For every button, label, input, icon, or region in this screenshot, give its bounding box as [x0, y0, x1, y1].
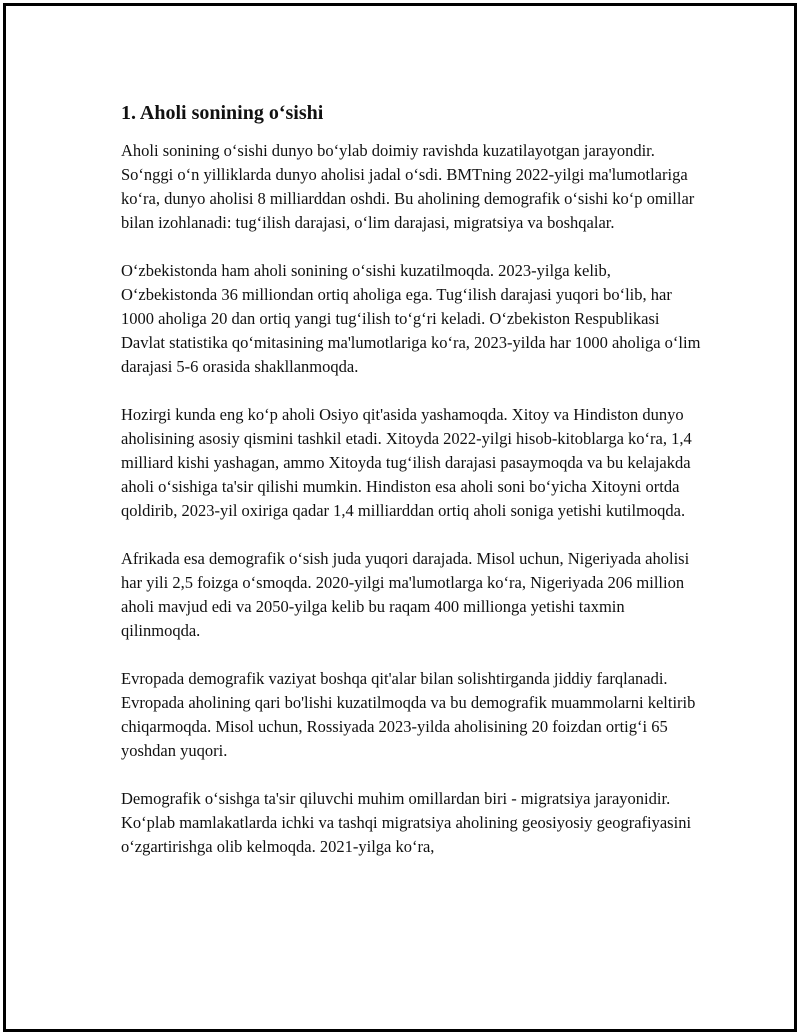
document-body: [121, 99, 706, 883]
paragraph-asia: Hozirgi kunda eng ko‘p aholi Osiyo qit'asida yashamoqda. Xitoy va Hindiston dunyo aholisining asosiy qismini tashkil etadi. Xitoyda 2022-yilgi hisob-kitoblarga ko‘ra, 1,4 milliard kishi yashagan, ammo Xitoyda tug‘ilish darajasi pasaymoqda va bu kelajakda aholi o‘sishiga ta'sir qilishi mumkin. Hindiston esa aholi soni bo‘yicha Xitoyni ortda qoldirib, 2023-yil oxiriga qadar 1,4 milliarddan ortiq aholi soniga yetishi kutilmoqda.: [121, 405, 692, 520]
paragraph-africa: Afrikada esa demografik o‘sish juda yuqori darajada. Misol uchun, Nigeriyada aholisi har yili 2,5 foizga o‘smoqda. 2020-yilgi ma'lumotlarga ko‘ra, Nigeriyada 206 million aholi mavjud edi va 2050-yilga kelib bu raqam 400 millionga yetishi taxmin qilinmoqda.: [121, 549, 690, 640]
page-frame: [3, 3, 797, 1032]
section-heading: 1. Aholi sonining o‘sishi: [121, 102, 324, 124]
paragraph-uzbekistan: O‘zbekistonda ham aholi sonining o‘sishi kuzatilmoqda. 2023-yilga kelib, O‘zbekistonda 36 milliondan ortiq aholiga ega. Tug‘ilish darajasi yuqori bo‘lib, har 1000 aholiga 20 dan ortiq yangi tug‘ilish to‘g‘ri keladi. O‘zbekiston Respublikasi Davlat statistika qo‘mitasining ma'lumotlariga ko‘ra, 2023-yilda har 1000 aholiga o‘lim darajasi 5-6 orasida shakllanmoqda.: [121, 261, 701, 376]
paragraph-world-population: Aholi sonining o‘sishi dunyo bo‘ylab doimiy ravishda kuzatilayotgan jarayondir. So‘nggi o‘n yilliklarda dunyo aholisi jadal o‘sdi. BMTning 2022-yilgi ma'lumotlariga ko‘ra, dunyo aholisi 8 milliarddan oshdi. Bu aholining demografik o‘sishi ko‘p omillar bilan izohlanadi: tug‘ilish darajasi, o‘lim darajasi, migratsiya va boshqalar.: [121, 141, 695, 232]
paragraph-europe: Evropada demografik vaziyat boshqa qit'alar bilan solishtirganda jiddiy farqlanadi. Evropada aholining qari bo'lishi kuzatilmoqda va bu demografik muammolarni keltirib chiqarmoqda. Misol uchun, Rossiyada 2023-yilda aholisining 20 foizdan ortig‘i 65 yoshdan yuqori.: [121, 669, 696, 760]
paragraph-migration: Demografik o‘sishga ta'sir qiluvchi muhim omillardan biri - migratsiya jarayonidir. Ko‘plab mamlakatlarda ichki va tashqi migratsiya aholining geosiyosiy geografiyasini o‘zgartirishga olib kelmoqda. 2021-yilga ko‘ra,: [121, 789, 692, 856]
